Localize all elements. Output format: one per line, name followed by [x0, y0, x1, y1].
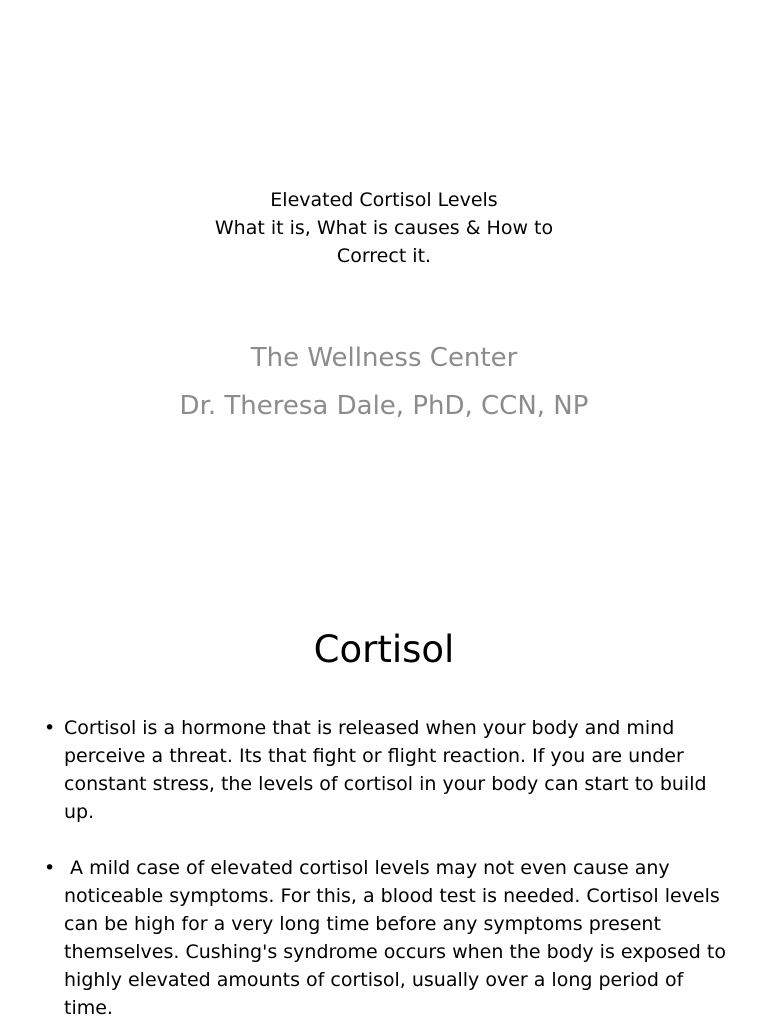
title-line: Elevated Cortisol Levels [270, 189, 498, 211]
bullet-item [40, 854, 730, 1022]
bullet-icon: • [44, 857, 56, 879]
subtitle-author: Dr. Theresa Dale, PhD, CCN, NP [179, 391, 589, 421]
bullet-item [40, 714, 730, 826]
title-line: Correct it. [336, 245, 432, 267]
subtitle-organization: The Wellness Center [250, 343, 518, 373]
bullet-text: Cortisol is a hormone that is released when your body and mind perceive a threat. Its that fight or flight reaction. If you are under constant stress, the levels of cortisol in your body can start to build up. [64, 717, 707, 823]
presentation-subtitle [0, 334, 768, 430]
presentation-title [0, 186, 768, 270]
bullet-text: A mild case of elevated cortisol levels may not even cause any noticeable symptoms. For this, a blood test is needed. Cortisol levels can be high for a very long time before any symptoms present themselves. Cushing's syndrome occurs when the body is exposed to highly elevated amounts of cortisol, usually over a long period of time. [64, 857, 732, 1019]
bullet-icon: • [44, 717, 56, 739]
bullet-list [40, 714, 730, 1022]
title-line: What it is, What is causes & How to [214, 217, 554, 239]
slide-heading: Cortisol [313, 628, 455, 671]
slide-cortisol [0, 576, 768, 1024]
